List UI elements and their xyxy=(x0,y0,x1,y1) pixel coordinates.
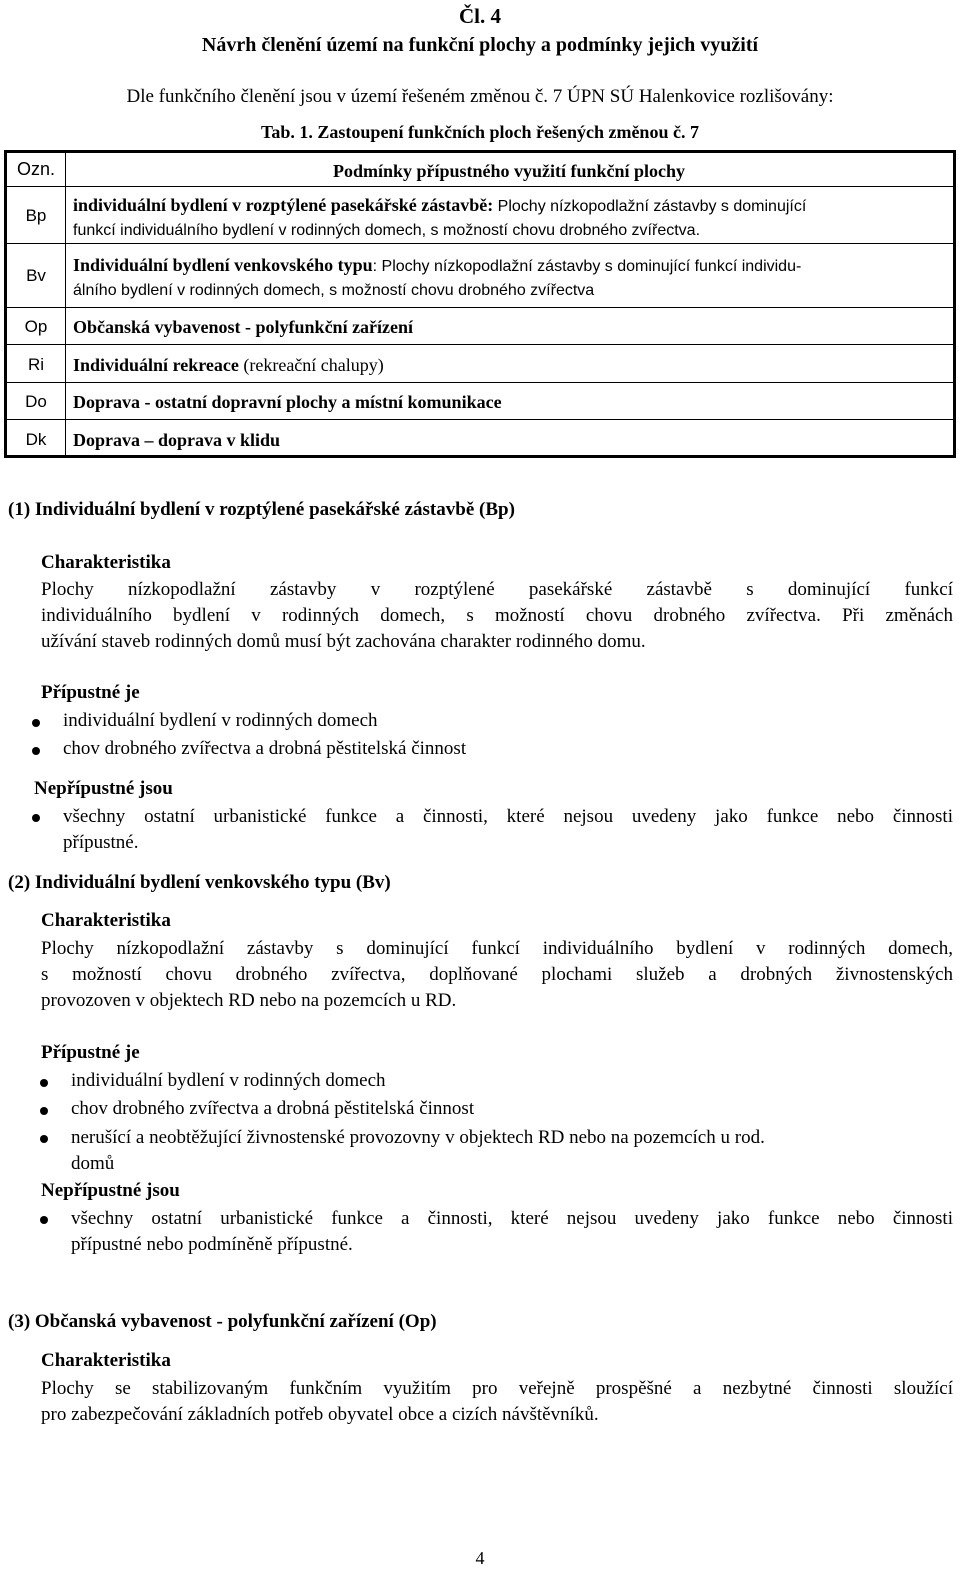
table-row-desc: individuální bydlení v rozptýlené pasekářské zástavbě: Plochy nízkopodlažní zástavby s dominující funkcí individuálního bydlení v rodinných domech, s možností chovu drobného zvířectva. xyxy=(73,195,807,239)
bullet-icon xyxy=(40,1079,48,1087)
section-forbidden-label: Nepřípustné jsou xyxy=(41,1180,180,1201)
bullet-icon xyxy=(40,1216,48,1224)
allowed-item: nerušící a neobtěžující živnostenské provozovny v objektech RD nebo na pozemcích u rod. domů xyxy=(71,1127,765,1174)
functional-areas-table xyxy=(4,150,956,458)
section-char-text: Plochy nízkopodlažní zástavby s dominující funkcí individuálního bydlení v rodinných domech, s možností chovu drobného zvířectva, doplňované plochami služeb a drobných živnostenských provozoven v objektech RD nebo na pozemcích u RD. xyxy=(41,938,953,1011)
chapter-intro: Dle funkčního členění jsou v území řešeném změnou č. 7 ÚPN SÚ Halenkovice rozlišovány: xyxy=(126,86,834,107)
section-char-text: Plochy nízkopodlažní zástavby v rozptýlené pasekářské zástavbě s dominující funkcí individuálního bydlení v rodinných domech, s možností chovu drobného zvířectva. Při změnách užívání staveb rodinných domů musí být zachována charakter rodinného domu. xyxy=(41,579,953,652)
section-char-label: Charakteristika xyxy=(41,1350,171,1371)
section-allowed-label: Přípustné je xyxy=(41,1042,140,1063)
allowed-item: chov drobného zvířectva a drobná pěstitelská činnost xyxy=(63,738,467,759)
table-header-desc: Podmínky přípustného využití funkční plochy xyxy=(332,161,686,181)
table-row-desc: Doprava - ostatní dopravní plochy a místní komunikace xyxy=(73,392,502,412)
table-row-code: Do xyxy=(25,392,47,411)
table-row-desc: Doprava – doprava v klidu xyxy=(73,430,281,450)
table-header-code: Ozn. xyxy=(16,159,55,179)
table-caption: Tab. 1. Zastoupení funkčních ploch řešených změnou č. 7 xyxy=(261,122,699,142)
bullet-icon xyxy=(32,814,40,822)
table-row-code: Op xyxy=(24,317,48,336)
section-char-text: Plochy se stabilizovaným funkčním využitím pro veřejně prospěšné a nezbytné činnosti sloužící pro zabezpečování základních potřeb obyvatel obce a cizích návštěvníků. xyxy=(41,1378,953,1425)
bullet-icon xyxy=(32,719,40,727)
table-row-code: Bv xyxy=(26,266,46,285)
forbidden-item: všechny ostatní urbanistické funkce a činnosti, které nejsou uvedeny jako funkce nebo činnosti přípustné nebo podmíněně přípustné. xyxy=(71,1208,953,1255)
table-row-desc: Individuální rekreace (rekreační chalupy) xyxy=(73,355,384,375)
allowed-item: individuální bydlení v rodinných domech xyxy=(71,1070,386,1091)
section-forbidden-label: Nepřípustné jsou xyxy=(34,778,173,799)
table-row-desc: Individuální bydlení venkovského typu: Plochy nízkopodlažní zástavby s dominující funkcí individu- álního bydlení v rodinných domech, s možností chovu drobného zvířectva xyxy=(73,255,802,299)
allowed-item: individuální bydlení v rodinných domech xyxy=(63,710,378,731)
section-heading: (2) Individuální bydlení venkovského typu (Bv) xyxy=(8,872,391,893)
forbidden-item: všechny ostatní urbanistické funkce a činnosti, které nejsou uvedeny jako funkce nebo činnosti přípustné. xyxy=(63,806,953,853)
section-heading: (3) Občanská vybavenost - polyfunkční zařízení (Op) xyxy=(8,1311,437,1332)
allowed-item: chov drobného zvířectva a drobná pěstitelská činnost xyxy=(71,1098,475,1119)
bullet-icon xyxy=(32,747,40,755)
section-heading: (1) Individuální bydlení v rozptýlené pasekářské zástavbě (Bp) xyxy=(8,499,515,520)
table-row-code: Bp xyxy=(25,206,47,225)
table-row-code: Dk xyxy=(25,430,47,449)
page-number: 4 xyxy=(475,1548,485,1568)
section-char-label: Charakteristika xyxy=(41,910,171,931)
section-char-label: Charakteristika xyxy=(41,552,171,573)
chapter-title: Návrh členění území na funkční plochy a podmínky jejich využití xyxy=(201,34,759,56)
section-allowed-label: Přípustné je xyxy=(41,682,140,703)
table-row-desc: Občanská vybavenost - polyfunkční zařízení xyxy=(73,317,414,337)
bullet-icon xyxy=(40,1135,48,1143)
bullet-icon xyxy=(40,1107,48,1115)
chapter-number: Čl. 4 xyxy=(459,4,501,28)
table-row-code: Ri xyxy=(27,355,45,374)
